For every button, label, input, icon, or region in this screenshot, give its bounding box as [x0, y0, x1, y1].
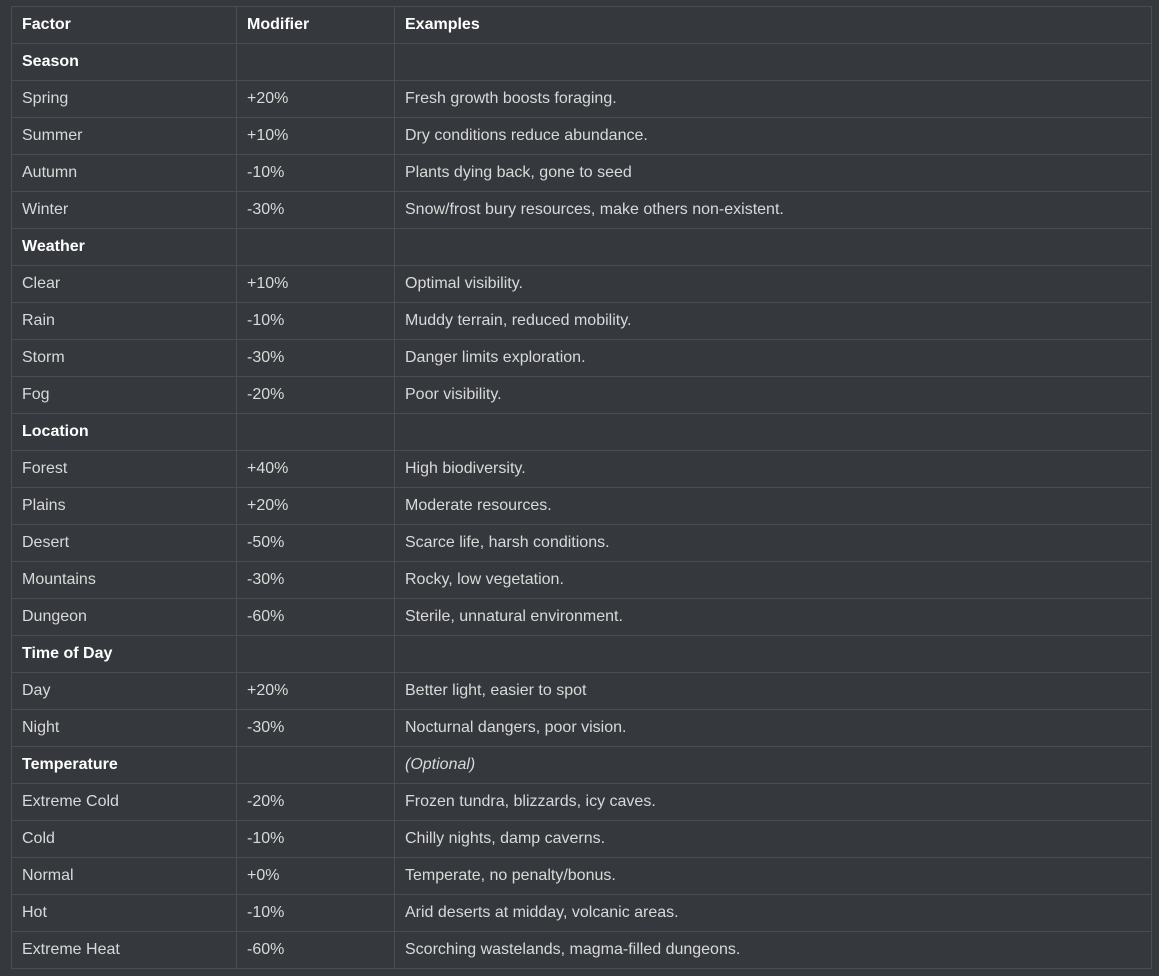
- table-row: [12, 895, 1152, 932]
- example-cell: High biodiversity.: [395, 451, 1152, 488]
- column-header-factor: Factor: [12, 7, 237, 44]
- modifier-cell: -20%: [237, 377, 395, 414]
- column-header-modifier: Modifier: [237, 7, 395, 44]
- example-cell: Chilly nights, damp caverns.: [395, 821, 1152, 858]
- modifier-cell: +20%: [237, 81, 395, 118]
- factor-cell: Hot: [12, 895, 237, 932]
- table-row: [12, 266, 1152, 303]
- table-row: [12, 858, 1152, 895]
- table-row: [12, 118, 1152, 155]
- modifier-cell: +40%: [237, 451, 395, 488]
- factor-cell: Forest: [12, 451, 237, 488]
- factor-cell: Winter: [12, 192, 237, 229]
- example-cell: Poor visibility.: [395, 377, 1152, 414]
- modifier-cell: -30%: [237, 562, 395, 599]
- modifier-cell: -60%: [237, 932, 395, 969]
- example-cell: Better light, easier to spot: [395, 673, 1152, 710]
- modifier-cell: +0%: [237, 858, 395, 895]
- table-body: [12, 44, 1152, 969]
- table-row: [12, 821, 1152, 858]
- modifier-cell: -30%: [237, 192, 395, 229]
- example-cell: Scorching wastelands, magma-filled dungeons.: [395, 932, 1152, 969]
- example-cell: Dry conditions reduce abundance.: [395, 118, 1152, 155]
- modifier-cell: +20%: [237, 488, 395, 525]
- example-cell: Rocky, low vegetation.: [395, 562, 1152, 599]
- group-label: Weather: [12, 229, 237, 266]
- column-header-examples: Examples: [395, 7, 1152, 44]
- table-row: [12, 710, 1152, 747]
- table-row: [12, 81, 1152, 118]
- example-cell: Scarce life, harsh conditions.: [395, 525, 1152, 562]
- modifier-cell: +10%: [237, 266, 395, 303]
- modifier-cell: -60%: [237, 599, 395, 636]
- example-cell: Frozen tundra, blizzards, icy caves.: [395, 784, 1152, 821]
- table-row: [12, 599, 1152, 636]
- group-label: Temperature: [12, 747, 237, 784]
- factor-cell: Night: [12, 710, 237, 747]
- example-cell: Muddy terrain, reduced mobility.: [395, 303, 1152, 340]
- modifier-table: [11, 6, 1152, 969]
- factor-cell: Normal: [12, 858, 237, 895]
- modifier-cell: [237, 229, 395, 266]
- group-header-row: [12, 636, 1152, 673]
- modifier-cell: -20%: [237, 784, 395, 821]
- group-label: Location: [12, 414, 237, 451]
- group-header-row: [12, 747, 1152, 784]
- modifier-cell: -10%: [237, 895, 395, 932]
- modifier-cell: -10%: [237, 821, 395, 858]
- modifier-cell: +20%: [237, 673, 395, 710]
- table-row: [12, 673, 1152, 710]
- group-header-row: [12, 414, 1152, 451]
- factor-cell: Clear: [12, 266, 237, 303]
- modifier-cell: +10%: [237, 118, 395, 155]
- table-row: [12, 451, 1152, 488]
- factor-cell: Rain: [12, 303, 237, 340]
- header-row: [12, 7, 1152, 44]
- example-cell: [395, 229, 1152, 266]
- modifier-cell: [237, 636, 395, 673]
- group-label: Time of Day: [12, 636, 237, 673]
- factor-cell: Fog: [12, 377, 237, 414]
- example-cell: Moderate resources.: [395, 488, 1152, 525]
- example-cell: [395, 44, 1152, 81]
- example-cell: Fresh growth boosts foraging.: [395, 81, 1152, 118]
- factor-cell: Plains: [12, 488, 237, 525]
- factor-cell: Summer: [12, 118, 237, 155]
- example-cell: [395, 414, 1152, 451]
- group-header-row: [12, 229, 1152, 266]
- factor-cell: Dungeon: [12, 599, 237, 636]
- modifier-cell: [237, 747, 395, 784]
- example-cell: Optimal visibility.: [395, 266, 1152, 303]
- example-cell: Nocturnal dangers, poor vision.: [395, 710, 1152, 747]
- modifier-cell: -10%: [237, 303, 395, 340]
- example-cell: Plants dying back, gone to seed: [395, 155, 1152, 192]
- example-cell: Temperate, no penalty/bonus.: [395, 858, 1152, 895]
- modifier-cell: -30%: [237, 340, 395, 377]
- table-row: [12, 155, 1152, 192]
- example-cell: Snow/frost bury resources, make others non-existent.: [395, 192, 1152, 229]
- modifier-cell: -50%: [237, 525, 395, 562]
- optional-note: (Optional): [395, 747, 1152, 784]
- example-cell: Arid deserts at midday, volcanic areas.: [395, 895, 1152, 932]
- factor-cell: Autumn: [12, 155, 237, 192]
- factor-cell: Storm: [12, 340, 237, 377]
- table-row: [12, 932, 1152, 969]
- factor-cell: Spring: [12, 81, 237, 118]
- table-row: [12, 784, 1152, 821]
- table-row: [12, 340, 1152, 377]
- example-cell: [395, 636, 1152, 673]
- factor-cell: Mountains: [12, 562, 237, 599]
- table-row: [12, 562, 1152, 599]
- factor-cell: Day: [12, 673, 237, 710]
- table-row: [12, 303, 1152, 340]
- modifier-cell: [237, 44, 395, 81]
- table-row: [12, 525, 1152, 562]
- group-label: Season: [12, 44, 237, 81]
- factor-cell: Cold: [12, 821, 237, 858]
- table-row: [12, 192, 1152, 229]
- table-row: [12, 377, 1152, 414]
- modifier-cell: [237, 414, 395, 451]
- modifier-cell: -30%: [237, 710, 395, 747]
- factor-cell: Desert: [12, 525, 237, 562]
- example-cell: Sterile, unnatural environment.: [395, 599, 1152, 636]
- modifier-cell: -10%: [237, 155, 395, 192]
- factor-cell: Extreme Heat: [12, 932, 237, 969]
- factor-cell: Extreme Cold: [12, 784, 237, 821]
- table-row: [12, 488, 1152, 525]
- group-header-row: [12, 44, 1152, 81]
- example-cell: Danger limits exploration.: [395, 340, 1152, 377]
